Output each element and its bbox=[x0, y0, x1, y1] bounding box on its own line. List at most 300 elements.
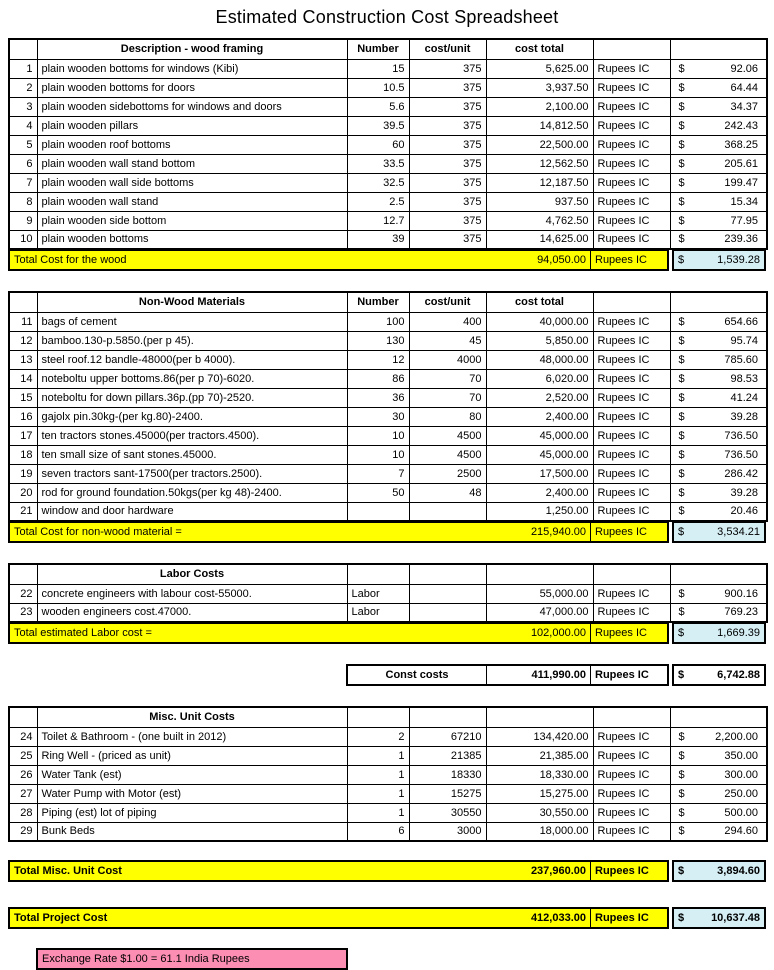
cost-unit-cell: 375 bbox=[409, 192, 486, 211]
dollar-sign: $ bbox=[678, 119, 685, 132]
cost-total-cell: 2,520.00 bbox=[486, 388, 593, 407]
usd-cell bbox=[670, 59, 767, 78]
cost-total-cell: 40,000.00 bbox=[486, 312, 593, 331]
description-cell: plain wooden sidebottoms for windows and doors bbox=[37, 97, 347, 116]
usd-cell bbox=[670, 154, 767, 173]
usd-total-box bbox=[672, 622, 766, 644]
cost-unit-cell: 375 bbox=[409, 135, 486, 154]
cost-unit-cell: 67210 bbox=[409, 727, 486, 746]
cost-total-cell: 45,000.00 bbox=[486, 445, 593, 464]
usd-cell bbox=[670, 822, 767, 841]
cost-total-cell: 2,400.00 bbox=[486, 483, 593, 502]
usd-cell bbox=[670, 78, 767, 97]
misc-unit-costs-table bbox=[8, 706, 768, 842]
currency-header bbox=[593, 39, 670, 59]
total-currency: Rupees IC bbox=[590, 862, 667, 880]
table-row bbox=[9, 192, 767, 211]
dollar-sign: $ bbox=[678, 912, 685, 924]
number-cell: 2.5 bbox=[347, 192, 409, 211]
number-cell: 10.5 bbox=[347, 78, 409, 97]
usd-amount: 34.37 bbox=[730, 100, 758, 113]
description-cell: plain wooden wall side bottoms bbox=[37, 173, 347, 192]
currency-header bbox=[593, 292, 670, 312]
cost-total-cell: 21,385.00 bbox=[486, 746, 593, 765]
dollar-sign: $ bbox=[678, 505, 685, 518]
currency-cell: Rupees IC bbox=[593, 135, 670, 154]
cost-total-cell: 12,187.50 bbox=[486, 173, 593, 192]
table-row bbox=[9, 173, 767, 192]
cost-total-cell: 15,275.00 bbox=[486, 784, 593, 803]
currency-cell: Rupees IC bbox=[593, 407, 670, 426]
table-row bbox=[9, 803, 767, 822]
row-number-cell: 2 bbox=[9, 78, 37, 97]
row-number-cell: 23 bbox=[9, 603, 37, 622]
usd-amount: 95.74 bbox=[730, 334, 758, 347]
row-number-cell: 5 bbox=[9, 135, 37, 154]
usd-cell bbox=[670, 483, 767, 502]
dollar-sign: $ bbox=[678, 334, 685, 347]
row-number-cell: 25 bbox=[9, 746, 37, 765]
cost-total-cell: 30,550.00 bbox=[486, 803, 593, 822]
usd-amount: 286.42 bbox=[724, 467, 758, 480]
currency-cell: Rupees IC bbox=[593, 78, 670, 97]
usd-cell bbox=[670, 116, 767, 135]
table-row bbox=[9, 350, 767, 369]
usd-amount: 39.28 bbox=[730, 486, 758, 499]
currency-cell: Rupees IC bbox=[593, 822, 670, 841]
description-cell: plain wooden bottoms for windows (Kibi) bbox=[37, 59, 347, 78]
currency-header bbox=[593, 564, 670, 584]
cost-total-cell: 17,500.00 bbox=[486, 464, 593, 483]
cost-unit-cell: 30550 bbox=[409, 803, 486, 822]
wood-framing-table bbox=[8, 38, 768, 250]
usd-amount: 2,200.00 bbox=[715, 730, 758, 743]
dollar-sign: $ bbox=[678, 429, 685, 442]
cost-total-cell: 5,850.00 bbox=[486, 331, 593, 350]
usd-total-box bbox=[672, 521, 766, 543]
number-cell: 1 bbox=[347, 765, 409, 784]
usd-cell bbox=[670, 445, 767, 464]
table-row bbox=[9, 312, 767, 331]
description-cell: plain wooden pillars bbox=[37, 116, 347, 135]
number-cell: 15 bbox=[347, 59, 409, 78]
number-cell: Labor bbox=[347, 603, 409, 622]
usd-cell bbox=[670, 727, 767, 746]
usd-amount: 77.95 bbox=[730, 214, 758, 227]
dollar-sign: $ bbox=[678, 787, 685, 800]
usd-header bbox=[670, 39, 767, 59]
usd-cell bbox=[670, 312, 767, 331]
table-row bbox=[9, 135, 767, 154]
description-cell: Ring Well - (priced as unit) bbox=[37, 746, 347, 765]
table-row bbox=[9, 230, 767, 249]
description-cell: plain wooden wall stand bbox=[37, 192, 347, 211]
table-row bbox=[9, 603, 767, 622]
number-header bbox=[347, 707, 409, 727]
row-number-header bbox=[9, 564, 37, 584]
cost-unit-header: cost/unit bbox=[409, 39, 486, 59]
row-number-cell: 3 bbox=[9, 97, 37, 116]
usd-amount: 1,539.28 bbox=[717, 254, 760, 266]
table-row bbox=[9, 154, 767, 173]
description-cell: Water Tank (est) bbox=[37, 765, 347, 784]
description-header: Non-Wood Materials bbox=[37, 292, 347, 312]
dollar-sign: $ bbox=[678, 806, 685, 819]
total-currency: Rupees IC bbox=[590, 909, 667, 927]
description-cell: window and door hardware bbox=[37, 502, 347, 521]
usd-total-box bbox=[672, 907, 766, 929]
header-row bbox=[9, 707, 767, 727]
usd-cell bbox=[670, 803, 767, 822]
usd-cell bbox=[670, 331, 767, 350]
exchange-rate-note: Exchange Rate $1.00 = 61.1 India Rupees bbox=[36, 948, 348, 970]
project-total-bar bbox=[8, 907, 766, 929]
usd-cell bbox=[670, 464, 767, 483]
usd-amount: 368.25 bbox=[724, 138, 758, 151]
dollar-sign: $ bbox=[678, 526, 685, 538]
table-row bbox=[9, 407, 767, 426]
table-row bbox=[9, 78, 767, 97]
dollar-sign: $ bbox=[678, 669, 685, 681]
cost-total-cell: 6,020.00 bbox=[486, 369, 593, 388]
cost-total-cell: 5,625.00 bbox=[486, 59, 593, 78]
cost-unit-cell: 375 bbox=[409, 154, 486, 173]
usd-header bbox=[670, 564, 767, 584]
row-number-cell: 17 bbox=[9, 426, 37, 445]
number-cell: 6 bbox=[347, 822, 409, 841]
number-cell: 1 bbox=[347, 803, 409, 822]
usd-amount: 199.47 bbox=[724, 176, 758, 189]
dollar-sign: $ bbox=[678, 865, 685, 877]
usd-total-box bbox=[672, 664, 766, 686]
dollar-sign: $ bbox=[678, 315, 685, 328]
number-cell: 12 bbox=[347, 350, 409, 369]
usd-amount: 654.66 bbox=[724, 315, 758, 328]
table-row bbox=[9, 727, 767, 746]
cost-unit-cell: 70 bbox=[409, 388, 486, 407]
total-amount: 102,000.00 bbox=[530, 627, 586, 639]
cost-unit-cell bbox=[409, 603, 486, 622]
dollar-sign: $ bbox=[678, 749, 685, 762]
usd-amount: 64.44 bbox=[730, 81, 758, 94]
table-row bbox=[9, 369, 767, 388]
number-cell: 39.5 bbox=[347, 116, 409, 135]
cost-unit-cell: 18330 bbox=[409, 765, 486, 784]
table-row bbox=[9, 746, 767, 765]
dollar-sign: $ bbox=[678, 730, 685, 743]
cost-unit-header bbox=[409, 564, 486, 584]
description-cell: rod for ground foundation.50kgs(per kg 48)-2400. bbox=[37, 483, 347, 502]
dollar-sign: $ bbox=[678, 825, 685, 838]
cost-unit-header: cost/unit bbox=[409, 292, 486, 312]
currency-cell: Rupees IC bbox=[593, 173, 670, 192]
number-cell: 36 bbox=[347, 388, 409, 407]
currency-cell: Rupees IC bbox=[593, 803, 670, 822]
usd-cell bbox=[670, 230, 767, 249]
row-number-cell: 29 bbox=[9, 822, 37, 841]
description-cell: plain wooden wall stand bottom bbox=[37, 154, 347, 173]
cost-unit-cell: 21385 bbox=[409, 746, 486, 765]
cost-total-cell: 2,400.00 bbox=[486, 407, 593, 426]
row-number-cell: 12 bbox=[9, 331, 37, 350]
description-cell: Water Pump with Motor (est) bbox=[37, 784, 347, 803]
currency-cell: Rupees IC bbox=[593, 445, 670, 464]
total-label: Total Project Cost bbox=[14, 912, 108, 924]
description-cell: plain wooden bottoms bbox=[37, 230, 347, 249]
usd-amount: 20.46 bbox=[730, 505, 758, 518]
number-cell: 10 bbox=[347, 445, 409, 464]
number-cell: 86 bbox=[347, 369, 409, 388]
description-cell: ten small size of sant stones.45000. bbox=[37, 445, 347, 464]
const-costs-section bbox=[8, 664, 766, 686]
total-label: Const costs bbox=[348, 666, 487, 684]
table-row bbox=[9, 584, 767, 603]
dollar-sign: $ bbox=[678, 157, 685, 170]
dollar-sign: $ bbox=[678, 768, 685, 781]
usd-amount: 900.16 bbox=[724, 587, 758, 600]
labor-total-bar bbox=[8, 622, 766, 644]
usd-amount: 15.34 bbox=[730, 195, 758, 208]
total-currency: Rupees IC bbox=[590, 624, 667, 642]
misc-total-bar bbox=[8, 860, 766, 882]
cost-total-cell: 48,000.00 bbox=[486, 350, 593, 369]
cost-unit-cell: 375 bbox=[409, 59, 486, 78]
row-number-cell: 16 bbox=[9, 407, 37, 426]
description-header: Labor Costs bbox=[37, 564, 347, 584]
dollar-sign: $ bbox=[678, 233, 685, 246]
total-currency: Rupees IC bbox=[590, 251, 667, 269]
description-cell: gajolx pin.30kg-(per kg.80)-2400. bbox=[37, 407, 347, 426]
number-cell: 60 bbox=[347, 135, 409, 154]
usd-cell bbox=[670, 97, 767, 116]
usd-amount: 769.23 bbox=[724, 606, 758, 619]
row-number-cell: 9 bbox=[9, 211, 37, 230]
usd-cell bbox=[670, 173, 767, 192]
currency-cell: Rupees IC bbox=[593, 192, 670, 211]
usd-amount: 41.24 bbox=[730, 391, 758, 404]
cost-unit-cell: 4500 bbox=[409, 445, 486, 464]
cost-total-cell: 22,500.00 bbox=[486, 135, 593, 154]
usd-header bbox=[670, 292, 767, 312]
usd-cell bbox=[670, 426, 767, 445]
dollar-sign: $ bbox=[678, 372, 685, 385]
description-cell: plain wooden roof bottoms bbox=[37, 135, 347, 154]
dollar-sign: $ bbox=[678, 467, 685, 480]
usd-amount: 736.50 bbox=[724, 429, 758, 442]
number-cell: 30 bbox=[347, 407, 409, 426]
currency-cell: Rupees IC bbox=[593, 483, 670, 502]
usd-cell bbox=[670, 584, 767, 603]
cost-unit-cell: 4000 bbox=[409, 350, 486, 369]
misc-unit-costs-section bbox=[8, 706, 766, 842]
usd-amount: 3,534.21 bbox=[717, 526, 760, 538]
header-row bbox=[9, 564, 767, 584]
usd-cell bbox=[670, 192, 767, 211]
cost-unit-cell: 45 bbox=[409, 331, 486, 350]
header-row bbox=[9, 39, 767, 59]
cost-unit-cell bbox=[409, 502, 486, 521]
row-number-cell: 22 bbox=[9, 584, 37, 603]
number-cell bbox=[347, 502, 409, 521]
currency-cell: Rupees IC bbox=[593, 765, 670, 784]
usd-amount: 6,742.88 bbox=[717, 669, 760, 681]
cost-unit-cell: 4500 bbox=[409, 426, 486, 445]
row-number-header bbox=[9, 292, 37, 312]
table-row bbox=[9, 426, 767, 445]
cost-total-header bbox=[486, 564, 593, 584]
wood-framing-section bbox=[8, 38, 766, 271]
usd-amount: 500.00 bbox=[724, 806, 758, 819]
cost-unit-cell: 375 bbox=[409, 78, 486, 97]
usd-cell bbox=[670, 211, 767, 230]
currency-cell: Rupees IC bbox=[593, 312, 670, 331]
description-cell: bags of cement bbox=[37, 312, 347, 331]
spreadsheet-page bbox=[8, 0, 766, 970]
row-number-cell: 1 bbox=[9, 59, 37, 78]
number-cell: 1 bbox=[347, 746, 409, 765]
dollar-sign: $ bbox=[678, 176, 685, 189]
usd-amount: 3,894.60 bbox=[717, 865, 760, 877]
cost-unit-cell: 375 bbox=[409, 97, 486, 116]
usd-cell bbox=[670, 407, 767, 426]
total-label: Total Misc. Unit Cost bbox=[14, 865, 122, 877]
currency-cell: Rupees IC bbox=[593, 584, 670, 603]
project-total-section bbox=[8, 907, 766, 929]
currency-cell: Rupees IC bbox=[593, 230, 670, 249]
row-number-cell: 27 bbox=[9, 784, 37, 803]
usd-amount: 736.50 bbox=[724, 448, 758, 461]
dollar-sign: $ bbox=[678, 448, 685, 461]
cost-unit-cell: 400 bbox=[409, 312, 486, 331]
usd-amount: 300.00 bbox=[724, 768, 758, 781]
usd-amount: 92.06 bbox=[730, 62, 758, 75]
non-wood-materials-table bbox=[8, 291, 768, 522]
usd-header bbox=[670, 707, 767, 727]
number-cell: 33.5 bbox=[347, 154, 409, 173]
usd-cell bbox=[670, 784, 767, 803]
cost-unit-cell bbox=[409, 584, 486, 603]
usd-total-box bbox=[672, 860, 766, 882]
table-row bbox=[9, 116, 767, 135]
labor-costs-table bbox=[8, 563, 768, 623]
dollar-sign: $ bbox=[678, 81, 685, 94]
dollar-sign: $ bbox=[678, 486, 685, 499]
dollar-sign: $ bbox=[678, 214, 685, 227]
labor-costs-section bbox=[8, 563, 766, 644]
usd-amount: 39.28 bbox=[730, 410, 758, 423]
usd-amount: 205.61 bbox=[724, 157, 758, 170]
table-row bbox=[9, 464, 767, 483]
usd-cell bbox=[670, 388, 767, 407]
usd-amount: 10,637.48 bbox=[711, 912, 760, 924]
row-number-cell: 6 bbox=[9, 154, 37, 173]
total-label: Total Cost for non-wood material = bbox=[14, 526, 182, 538]
description-cell: concrete engineers with labour cost-55000. bbox=[37, 584, 347, 603]
number-header bbox=[347, 564, 409, 584]
usd-total-box bbox=[672, 249, 766, 271]
header-row bbox=[9, 292, 767, 312]
non-wood-materials-section bbox=[8, 291, 766, 543]
table-row bbox=[9, 388, 767, 407]
number-cell: 100 bbox=[347, 312, 409, 331]
currency-cell: Rupees IC bbox=[593, 97, 670, 116]
cost-total-cell: 12,562.50 bbox=[486, 154, 593, 173]
currency-cell: Rupees IC bbox=[593, 603, 670, 622]
currency-cell: Rupees IC bbox=[593, 59, 670, 78]
description-cell: Bunk Beds bbox=[37, 822, 347, 841]
usd-amount: 242.43 bbox=[724, 119, 758, 132]
description-cell: noteboltu upper bottoms.86(per p 70)-6020. bbox=[37, 369, 347, 388]
usd-cell bbox=[670, 350, 767, 369]
currency-cell: Rupees IC bbox=[593, 426, 670, 445]
usd-cell bbox=[670, 502, 767, 521]
total-label: Total estimated Labor cost = bbox=[14, 627, 152, 639]
number-cell: 39 bbox=[347, 230, 409, 249]
cost-total-cell: 45,000.00 bbox=[486, 426, 593, 445]
description-cell: steel roof.12 bandle-48000(per b 4000). bbox=[37, 350, 347, 369]
currency-cell: Rupees IC bbox=[593, 727, 670, 746]
dollar-sign: $ bbox=[678, 410, 685, 423]
cost-unit-cell: 80 bbox=[409, 407, 486, 426]
cost-total-cell: 937.50 bbox=[486, 192, 593, 211]
dollar-sign: $ bbox=[678, 391, 685, 404]
usd-amount: 350.00 bbox=[724, 749, 758, 762]
table-row bbox=[9, 331, 767, 350]
cost-total-cell: 18,330.00 bbox=[486, 765, 593, 784]
currency-cell: Rupees IC bbox=[593, 369, 670, 388]
cost-unit-cell: 2500 bbox=[409, 464, 486, 483]
row-number-cell: 15 bbox=[9, 388, 37, 407]
misc-total-section bbox=[8, 860, 766, 882]
description-cell: wooden engineers cost.47000. bbox=[37, 603, 347, 622]
cost-total-cell: 4,762.50 bbox=[486, 211, 593, 230]
usd-cell bbox=[670, 603, 767, 622]
number-header: Number bbox=[347, 292, 409, 312]
cost-total-cell: 14,625.00 bbox=[486, 230, 593, 249]
currency-cell: Rupees IC bbox=[593, 116, 670, 135]
wood-total-bar bbox=[8, 249, 766, 271]
description-cell: Toilet & Bathroom - (one built in 2012) bbox=[37, 727, 347, 746]
exchange-rate-section bbox=[8, 948, 766, 970]
cost-unit-header bbox=[409, 707, 486, 727]
dollar-sign: $ bbox=[678, 587, 685, 600]
usd-amount: 294.60 bbox=[724, 825, 758, 838]
number-cell: 2 bbox=[347, 727, 409, 746]
row-number-cell: 20 bbox=[9, 483, 37, 502]
currency-cell: Rupees IC bbox=[593, 746, 670, 765]
table-row bbox=[9, 97, 767, 116]
const-costs-bar bbox=[346, 664, 766, 686]
dollar-sign: $ bbox=[678, 606, 685, 619]
description-cell: seven tractors sant-17500(per tractors.2500). bbox=[37, 464, 347, 483]
number-cell: 7 bbox=[347, 464, 409, 483]
number-cell: 10 bbox=[347, 426, 409, 445]
usd-amount: 239.36 bbox=[724, 233, 758, 246]
number-cell: 5.6 bbox=[347, 97, 409, 116]
cost-total-cell: 47,000.00 bbox=[486, 603, 593, 622]
cost-total-cell: 14,812.50 bbox=[486, 116, 593, 135]
number-cell: Labor bbox=[347, 584, 409, 603]
row-number-cell: 7 bbox=[9, 173, 37, 192]
currency-cell: Rupees IC bbox=[593, 211, 670, 230]
row-number-cell: 11 bbox=[9, 312, 37, 331]
usd-cell bbox=[670, 369, 767, 388]
row-number-cell: 18 bbox=[9, 445, 37, 464]
dollar-sign: $ bbox=[678, 254, 685, 266]
table-row bbox=[9, 502, 767, 521]
total-amount: 94,050.00 bbox=[537, 254, 586, 266]
row-number-header bbox=[9, 707, 37, 727]
